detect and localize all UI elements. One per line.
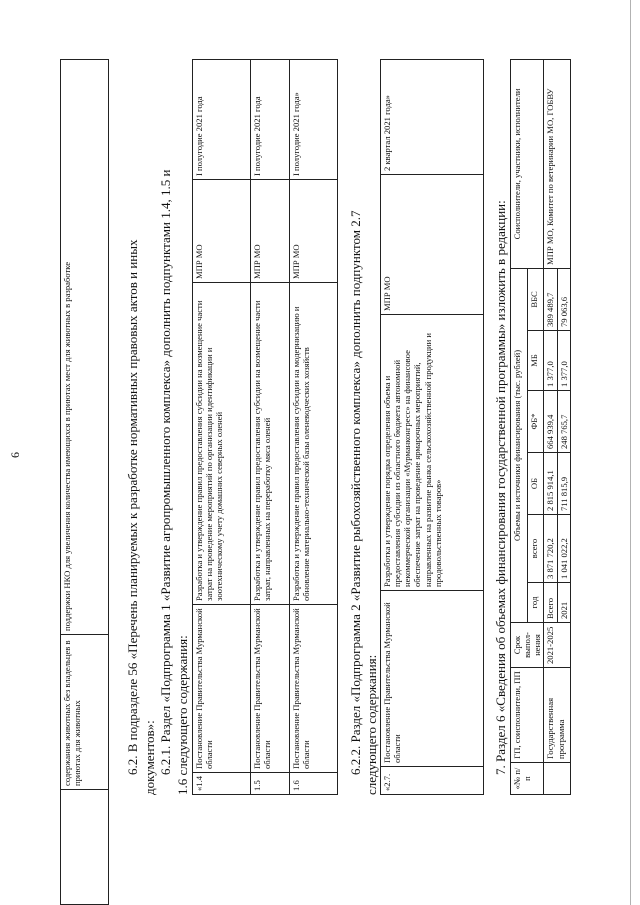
- header-participants: Соисполнители, участники, исполнители: [511, 59, 544, 268]
- table-row: [381, 60, 484, 795]
- paragraph-6-2-2-line2: следующего содержания:: [364, 654, 379, 795]
- row-term: 2 квартал 2021 года»: [381, 60, 484, 175]
- header-program: ГП, соисполнители, ПП: [511, 668, 544, 763]
- table-row: [290, 60, 338, 795]
- row-mb: 1 377,0: [557, 331, 570, 391]
- table-financing: [510, 59, 571, 795]
- header-period: Срок выпол-нения: [511, 623, 544, 668]
- row-num-empty: [544, 763, 570, 795]
- header-vbs: ВБС: [527, 268, 544, 330]
- row-fb: 664 939,4: [544, 391, 557, 453]
- table-subprogram-2: [380, 59, 484, 795]
- row-term: I полугодие 2021 года: [251, 60, 290, 180]
- row-num: «2.7.: [381, 767, 484, 795]
- paragraph-6-2-1-line1: 6.2.1. Раздел «Подпрограмма 1 «Развитие агропромышленного комплекса» дополнить подпунктами 1.4, 1.5 и: [158, 169, 173, 775]
- row-vbs: 389 489,7: [544, 268, 557, 330]
- row-doc: Постановление Правительства Мурманской области: [251, 605, 290, 773]
- row-desc: Разработка и утверждение правил предоставления субсидии на модернизацию и обновление материально-технической базы оленеводческих хозяйств: [290, 283, 338, 605]
- table-subprogram-1: [192, 59, 338, 795]
- header-funding: Объемы и источники финансирования (тыс. рублей): [511, 268, 528, 622]
- top-table-fragment: [60, 59, 109, 905]
- scan-edge: [630, 0, 631, 905]
- table-row: [544, 59, 557, 794]
- table-row: [193, 60, 251, 795]
- paragraph-6-2-num: 6.2.: [125, 755, 140, 775]
- row-year: 2021: [557, 583, 570, 623]
- row-exec: МПР МО: [381, 175, 484, 315]
- row-desc: Разработка и утверждение порядка определения объема и предоставления субсидии из областного бюджета автономной некоммерческой организации «Мурманконгресс» на финансовое обеспечение затрат на проведение ярмарочных мероприятий, направленных на развитие рынка сельскохозяйственной продукции и продовольственных товаров»: [381, 315, 484, 591]
- row-total: 3 871 720,2: [544, 515, 557, 583]
- top-table-right-cell: поддержки НКО для увеличения количества имеющихся в приютах мест для животных в разработке: [61, 60, 109, 635]
- row-exec: МПР МО: [290, 180, 338, 283]
- row-desc: Разработка и утверждение правил предоставления субсидии на возмещение части затрат, направленных на переработку мяса оленей: [251, 283, 290, 605]
- top-table-left-cell: содержания животных без владельцев в приютах для животных: [61, 635, 109, 790]
- row-doc: Постановление Правительства Мурманской области: [290, 605, 338, 773]
- row-ob: 2 815 914,1: [544, 453, 557, 515]
- row-exec: МПР МО: [193, 180, 251, 283]
- row-ob: 711 815,9: [557, 453, 570, 515]
- paragraph-6-2: [125, 240, 141, 776]
- row-desc: Разработка и утверждение правил предоставления субсидии на возмещение части затрат на проведение мероприятий по организации идентификации и зоотехническому учету домашних северных оленей: [193, 283, 251, 605]
- header-year: год: [527, 583, 544, 623]
- header-ob: ОБ: [527, 453, 544, 515]
- row-term: I полугодие 2021 года: [193, 60, 251, 180]
- row-fb: 248 765,7: [557, 391, 570, 453]
- row-total: 1 041 022,2: [557, 515, 570, 583]
- paragraph-7: 7. Раздел 6 «Сведения об объемах финансирования государственной программы» изложить в редакции:: [493, 200, 508, 775]
- paragraph-6-2-2-line1: 6.2.2. Раздел «Подпрограмма 2 «Развитие рыбохозяйственного комплекса» дополнить подпунктом 2.7: [348, 210, 363, 775]
- header-num: «№ п/п: [511, 763, 544, 795]
- row-doc: Постановление Правительства Мурманской области: [193, 605, 251, 773]
- row-num: «1.4: [193, 773, 251, 795]
- page-number: 6: [8, 452, 22, 458]
- row-num: 1.6: [290, 773, 338, 795]
- row-year: Всего: [544, 583, 557, 623]
- row-term: I полугодие 2021 года»: [290, 60, 338, 180]
- header-total: всего: [527, 515, 544, 583]
- row-period: 2021-2025: [544, 623, 570, 668]
- row-num: 1.5: [251, 773, 290, 795]
- row-exec: МПР МО: [251, 180, 290, 283]
- paragraph-6-2-1-line2: 1.6 следующего содержания:: [175, 635, 190, 795]
- row-mb: 1 377,0: [544, 331, 557, 391]
- row-participants: МПР МО, Комитет по ветеринарии МО, ГОБВУ: [544, 59, 570, 268]
- row-vbs: 79 063,6: [557, 268, 570, 330]
- row-doc: Постановление Правительства Мурманской области: [381, 591, 484, 767]
- paragraph-6-2-text: В подразделе 56 «Перечень планируемых к разработке нормативных правовых актов и иных: [125, 239, 140, 753]
- header-mb: МБ: [527, 331, 544, 391]
- top-table-empty-cell: [61, 790, 109, 905]
- paragraph-6-2-cont: документов»:: [142, 720, 157, 795]
- header-fb: ФБ*: [527, 391, 544, 453]
- row-program: Государственная программа: [544, 668, 570, 763]
- table-row: [251, 60, 290, 795]
